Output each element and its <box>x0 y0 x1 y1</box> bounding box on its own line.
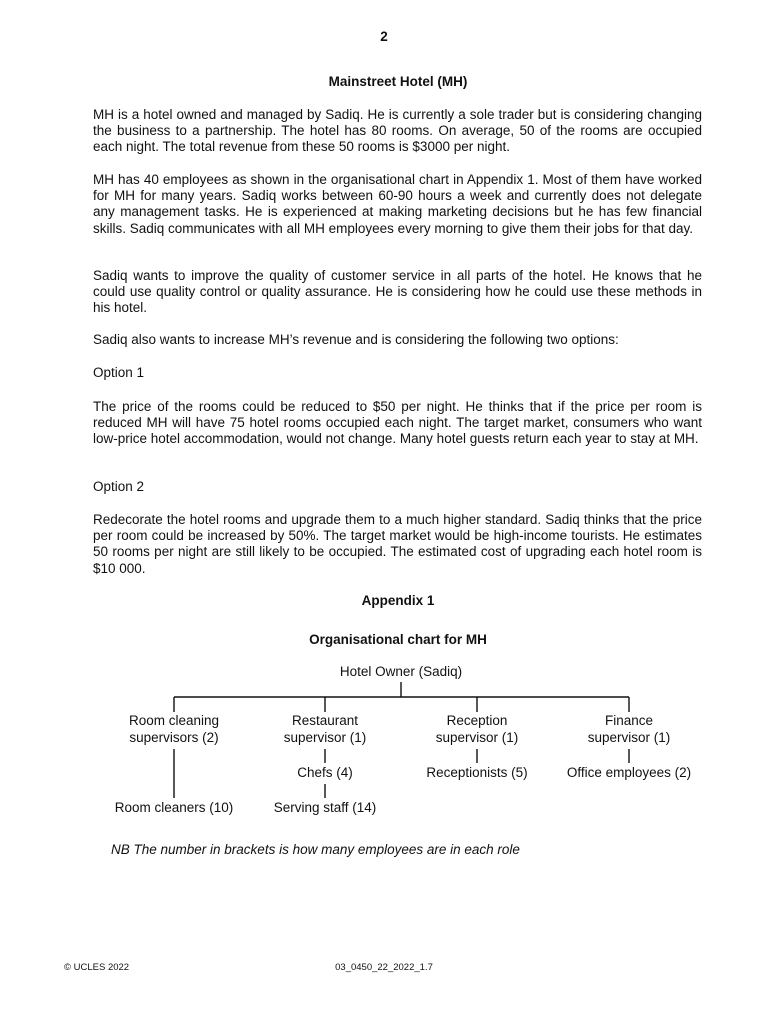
org-node-serving-staff: Serving staff (14) <box>273 800 377 815</box>
org-chart-title: Organisational chart for MH <box>309 632 487 647</box>
org-node-receptionists: Receptionists (5) <box>426 765 528 780</box>
paragraph-revenue: Sadiq also wants to increase MH’s revenue and is considering the following two options: <box>93 332 619 347</box>
org-node-restaurant-supervisor: Restaurant supervisor (1) <box>283 713 367 745</box>
org-chart-note: NB The number in brackets is how many employees are in each role <box>111 842 520 857</box>
option2-heading: Option 2 <box>93 479 145 494</box>
org-node-finance-supervisor: Finance supervisor (1) <box>587 713 671 745</box>
org-node-reception-supervisor: Reception supervisor (1) <box>435 713 519 745</box>
org-node-office-employees: Office employees (2) <box>566 765 692 780</box>
org-node-room-cleaners: Room cleaners (10) <box>114 800 234 815</box>
paragraph-intro: MH is a hotel owned and managed by Sadiq. He is currently a sole trader but is considering changing the business to a partnership. The hotel has 80 rooms. On average, 50 of the rooms are occupied each night. The total revenue from these 50 rooms is $3000 per night. <box>93 107 702 155</box>
paragraph-quality: Sadiq wants to improve the quality of customer service in all parts of the hotel. He knows that he could use quality control or quality assurance. He is considering how he could use these methods in his hotel. <box>93 268 702 316</box>
org-node-owner: Hotel Owner (Sadiq) <box>339 664 463 679</box>
org-node-room-cleaning-supervisors: Room cleaning supervisors (2) <box>128 713 220 745</box>
paragraph-employees: MH has 40 employees as shown in the organisational chart in Appendix 1. Most of them have worked for MH for many years. Sadiq works between 60-90 hours a week and currently does not delegate any management tasks. He is experienced at making marketing decisions but he has few financial skills. Sadiq communicates with all MH employees every morning to give them their jobs for that day. <box>93 172 702 236</box>
footer-code: 03_0450_22_2022_1.7 <box>335 962 433 973</box>
page-number: 2 <box>380 29 388 44</box>
option1-text: The price of the rooms could be reduced to $50 per night. He thinks that if the price per room is reduced MH will have 75 hotel rooms occupied each night. The target market, consumers who want low-price hotel accommodation, would not change. Many hotel guests return each year to stay at MH. <box>93 399 702 447</box>
case-title: Mainstreet Hotel (MH) <box>328 74 468 89</box>
footer-copyright: © UCLES 2022 <box>64 962 130 973</box>
appendix-title: Appendix 1 <box>361 593 435 608</box>
org-node-chefs: Chefs (4) <box>297 765 353 780</box>
option1-heading: Option 1 <box>93 365 145 380</box>
option2-text: Redecorate the hotel rooms and upgrade them to a much higher standard. Sadiq thinks that the price per room could be increased by 50%. The target market would be high-income tourists. He estimates 50 rooms per night are still likely to be occupied. The estimated cost of upgrading each hotel room is $10 000. <box>93 512 702 576</box>
